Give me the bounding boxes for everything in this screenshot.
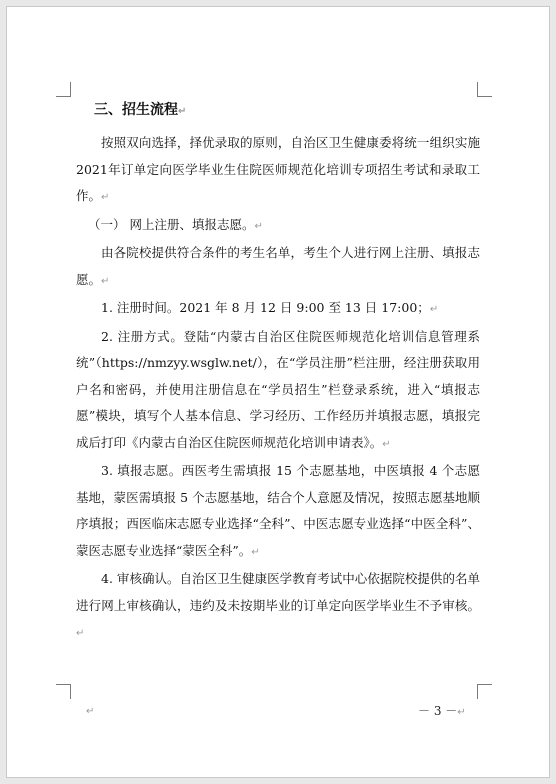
subsection-heading: （一） 网上注册、填报志愿。↵	[88, 216, 263, 232]
crop-mark-top-left	[56, 82, 71, 97]
paragraph-intro: 按照双向选择，择优录取的原则，自治区卫生健康委将统一组织实施2021年订单定向医学毕业生住院医师规范化培训专项招生考试和录取工作。↵	[76, 135, 480, 203]
document-body[interactable]	[76, 92, 480, 648]
paragraph-fill-preferences: 3. 填报志愿。西医考生需填报 15 个志愿基地，中医填报 4 个志愿基地，蒙医需填报 5 个志愿基地，结合个人意愿及情况，按照志愿基地顺序填报；西医临床志愿专业选择“全科”、中医志愿专业选择“中医全科”、蒙医志愿专业选择“蒙医全科”。↵	[76, 463, 480, 558]
paragraph-review: 4. 审核确认。自治区卫生健康医学教育考试中心依据院校提供的名单进行网上审核确认，违约及未按期毕业的订单定向医学毕业生不予审核。↵	[76, 571, 480, 639]
paragraph-registration-time: 1. 注册时间。2021 年 8 月 12 日 9:00 至 13 日 17:00；↵	[101, 300, 439, 315]
footer-paragraph-mark: ↵	[86, 706, 95, 717]
crop-mark-bottom-right	[477, 684, 492, 699]
section-heading: 三、招生流程↵	[94, 102, 187, 118]
paragraph-registration-method: 2. 注册方式。登陆“内蒙古自治区住院医师规范化培训信息管理系统”（https://nmzyy.wsglw.net/），在“学员注册”栏注册，经注册获取用户名和密码，并使用注册信息在“学员招生”栏登录系统，进入“填报志愿”模块，填写个人基本信息、学习经历、工作经历并填报志愿，填报完成后打印《内蒙古自治区住院医师规范化培训申请表》。↵	[76, 328, 480, 450]
page-number: － 3 －↵	[418, 704, 466, 718]
paragraph-candidate-list: 由各院校提供符合条件的考生名单，考生个人进行网上注册、填报志愿。↵	[76, 245, 480, 287]
crop-mark-bottom-left	[56, 684, 71, 699]
